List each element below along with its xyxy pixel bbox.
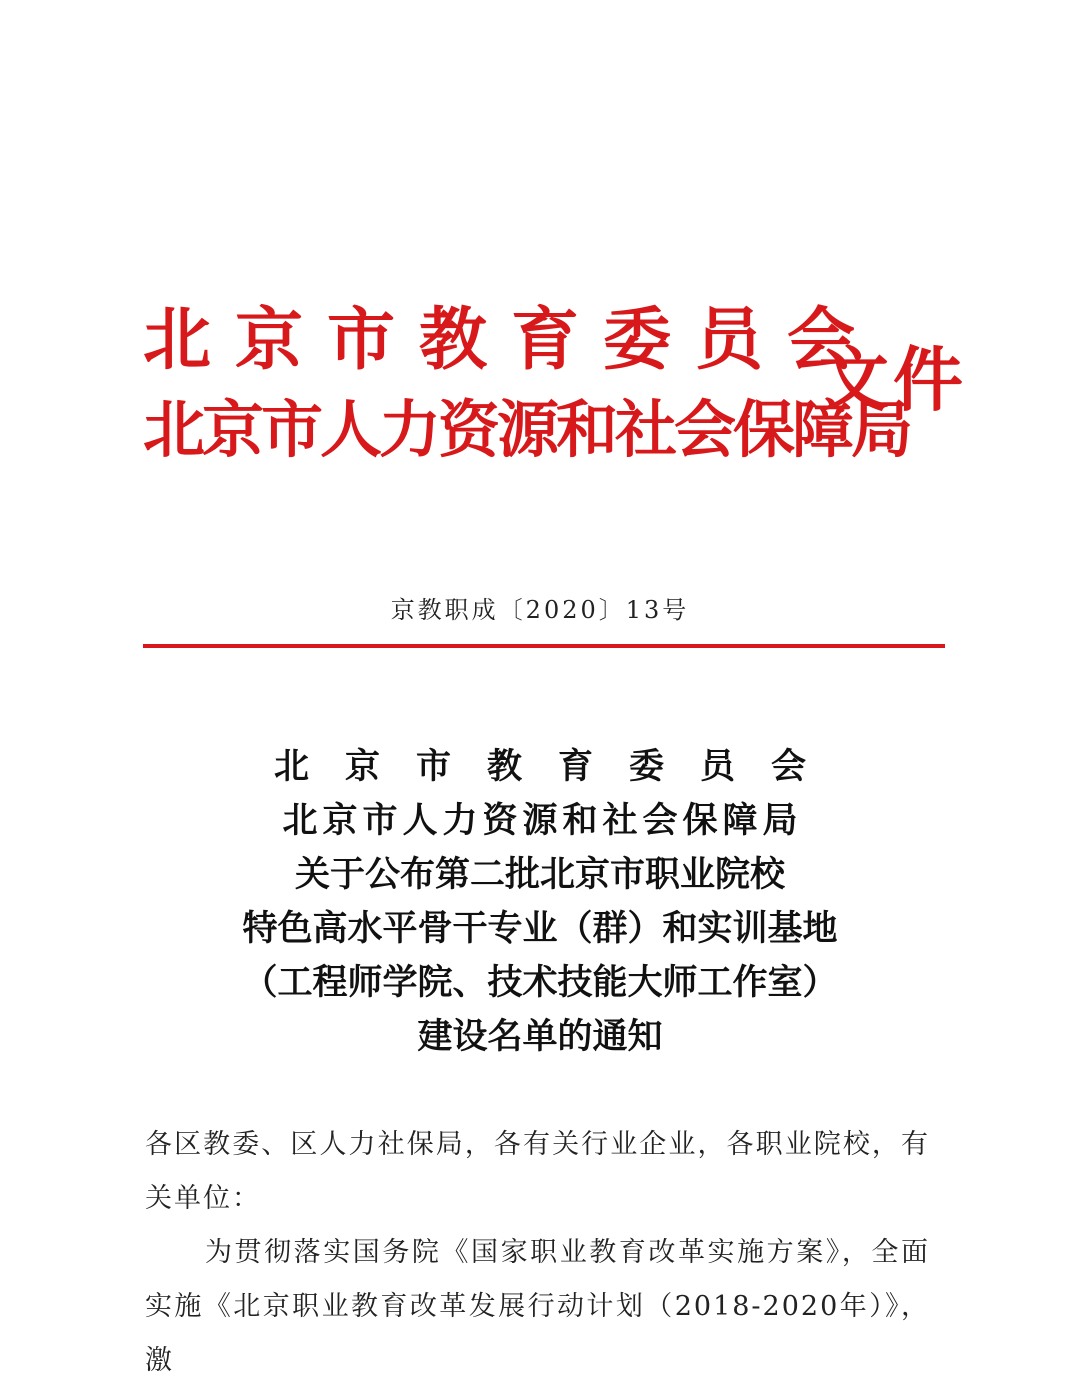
- masthead-suffix: 文件: [819, 338, 967, 421]
- document-title: [0, 740, 1080, 1064]
- red-masthead: [143, 288, 967, 478]
- document-body: [145, 1118, 930, 1388]
- body-paragraph-1: 为贯彻落实国务院《国家职业教育改革实施方案》，全面实施《北京职业教育改革发展行动计划（2018-2020年）》，激: [145, 1237, 930, 1376]
- masthead-issuer-2: 北京市人力资源和社会保障局: [143, 393, 911, 466]
- recipients-line: 各区教委、区人力社保局，各有关行业企业，各职业院校，有关单位：: [145, 1129, 930, 1214]
- title-line-4: 特色高水平骨干专业（群）和实训基地: [242, 908, 838, 949]
- title-line-3: 关于公布第二批北京市职业院校: [294, 854, 785, 895]
- title-line-6: 建设名单的通知: [417, 1016, 663, 1057]
- red-divider: [143, 644, 945, 648]
- title-line-5: （工程师学院、技术技能大师工作室）: [242, 962, 838, 1003]
- masthead-issuer-1: 北京市教育委员会: [143, 300, 880, 380]
- title-line-1: 北京市教育委员会: [273, 746, 842, 787]
- title-line-2: 北京市人力资源和社会保障局: [282, 800, 803, 841]
- document-number: 京教职成〔2020〕13号: [390, 596, 690, 624]
